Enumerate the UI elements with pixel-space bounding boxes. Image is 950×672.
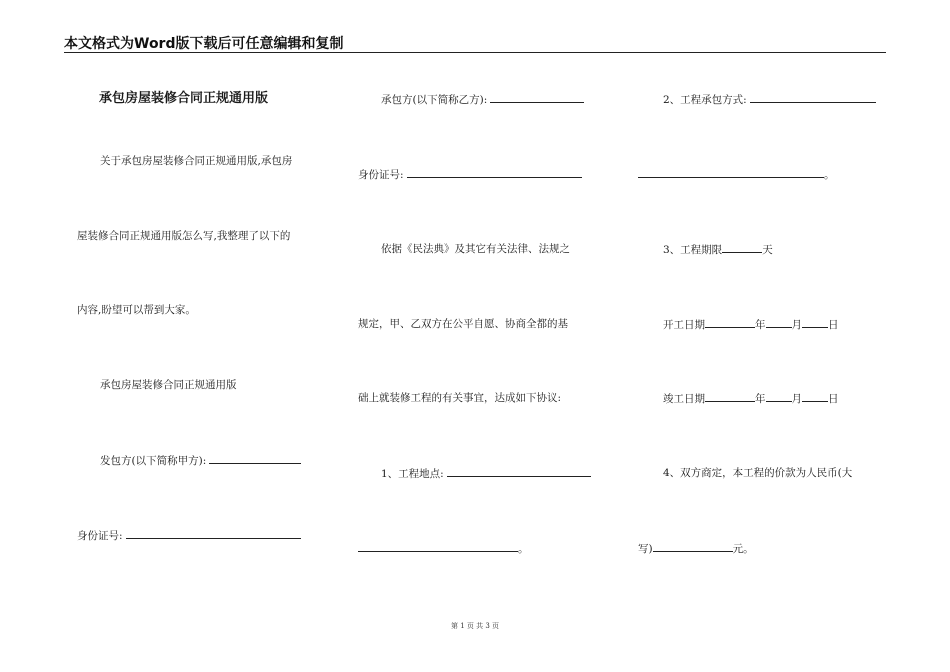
end-date-line: [663, 391, 839, 406]
party-a-line: [100, 453, 301, 468]
item-2-label: 2、工程承包方式:: [663, 94, 747, 106]
column-2: [358, 0, 618, 672]
intro-line-1: 关于承包房屋装修合同正规通用版,承包房: [100, 155, 293, 167]
currency-unit: 元。: [732, 543, 754, 555]
document-header: 本文格式为Word版下载后可任意编辑和复制: [64, 36, 344, 52]
subtitle: 承包房屋装修合同正规通用版: [100, 379, 237, 391]
party-a-id-label: 身份证号:: [77, 530, 123, 542]
party-b-id-label: 身份证号:: [358, 169, 404, 181]
party-a-blank[interactable]: [209, 453, 301, 464]
party-b-blank[interactable]: [490, 92, 584, 103]
end-month-unit: 月: [791, 393, 802, 405]
item-2-cont-blank[interactable]: [638, 167, 824, 178]
start-month-unit: 月: [791, 319, 802, 331]
end-day-blank[interactable]: [802, 391, 828, 402]
item-3-days-blank[interactable]: [722, 242, 762, 253]
column-3: [638, 0, 898, 672]
intro-line-2: 屋装修合同正规通用版怎么写,我整理了以下的: [77, 230, 291, 242]
item-3-unit: 天: [762, 244, 773, 256]
item-1-line: [381, 466, 591, 481]
item-1-cont-blank[interactable]: [358, 541, 518, 552]
party-b-label: 承包方(以下简称乙方):: [381, 94, 488, 106]
item-2-blank[interactable]: [750, 92, 876, 103]
start-year-unit: 年: [755, 319, 766, 331]
end-year-blank[interactable]: [705, 391, 755, 402]
end-date-label: 竣工日期: [663, 393, 705, 405]
item-1-period: 。: [518, 543, 529, 555]
party-b-id-line: [358, 167, 582, 182]
start-date-line: [663, 317, 839, 332]
column-1: [77, 0, 337, 672]
item-2-period: 。: [824, 169, 835, 181]
start-day-unit: 日: [828, 319, 839, 331]
end-month-blank[interactable]: [766, 391, 792, 402]
price-blank[interactable]: [653, 541, 733, 552]
intro-line-3: 内容,盼望可以帮到大家。: [77, 304, 196, 316]
basis-line-2: 规定，甲、乙双方在公平自愿、协商全都的基: [358, 318, 568, 330]
basis-line-3: 础上就装修工程的有关事宜，达成如下协议:: [358, 392, 562, 404]
party-a-id-blank[interactable]: [126, 528, 301, 539]
item-4-line: 4、双方商定，本工程的价款为人民币(大: [663, 467, 853, 479]
party-a-id-line: [77, 528, 301, 543]
item-2-cont-line: [638, 167, 835, 182]
item-4-cont-line: [638, 541, 754, 556]
start-day-blank[interactable]: [802, 317, 828, 328]
party-a-label: 发包方(以下简称甲方):: [100, 455, 207, 467]
start-month-blank[interactable]: [766, 317, 792, 328]
item-3-line: [663, 242, 773, 257]
document-title: 承包房屋装修合同正规通用版: [99, 91, 269, 106]
item-4-cont: 写): [638, 543, 653, 555]
start-date-label: 开工日期: [663, 319, 705, 331]
item-2-line: [663, 92, 876, 107]
party-b-line: [381, 92, 584, 107]
end-year-unit: 年: [755, 393, 766, 405]
start-year-blank[interactable]: [705, 317, 755, 328]
item-1-cont-line: [358, 541, 529, 556]
end-day-unit: 日: [828, 393, 839, 405]
basis-line-1: 依据《民法典》及其它有关法律、法规之: [381, 243, 570, 255]
item-1-blank[interactable]: [447, 466, 591, 477]
item-3-label: 3、工程期限: [663, 244, 723, 256]
page-number: 第 1 页 共 3 页: [450, 622, 500, 630]
party-b-id-blank[interactable]: [407, 167, 582, 178]
item-1-label: 1、工程地点:: [381, 468, 444, 480]
